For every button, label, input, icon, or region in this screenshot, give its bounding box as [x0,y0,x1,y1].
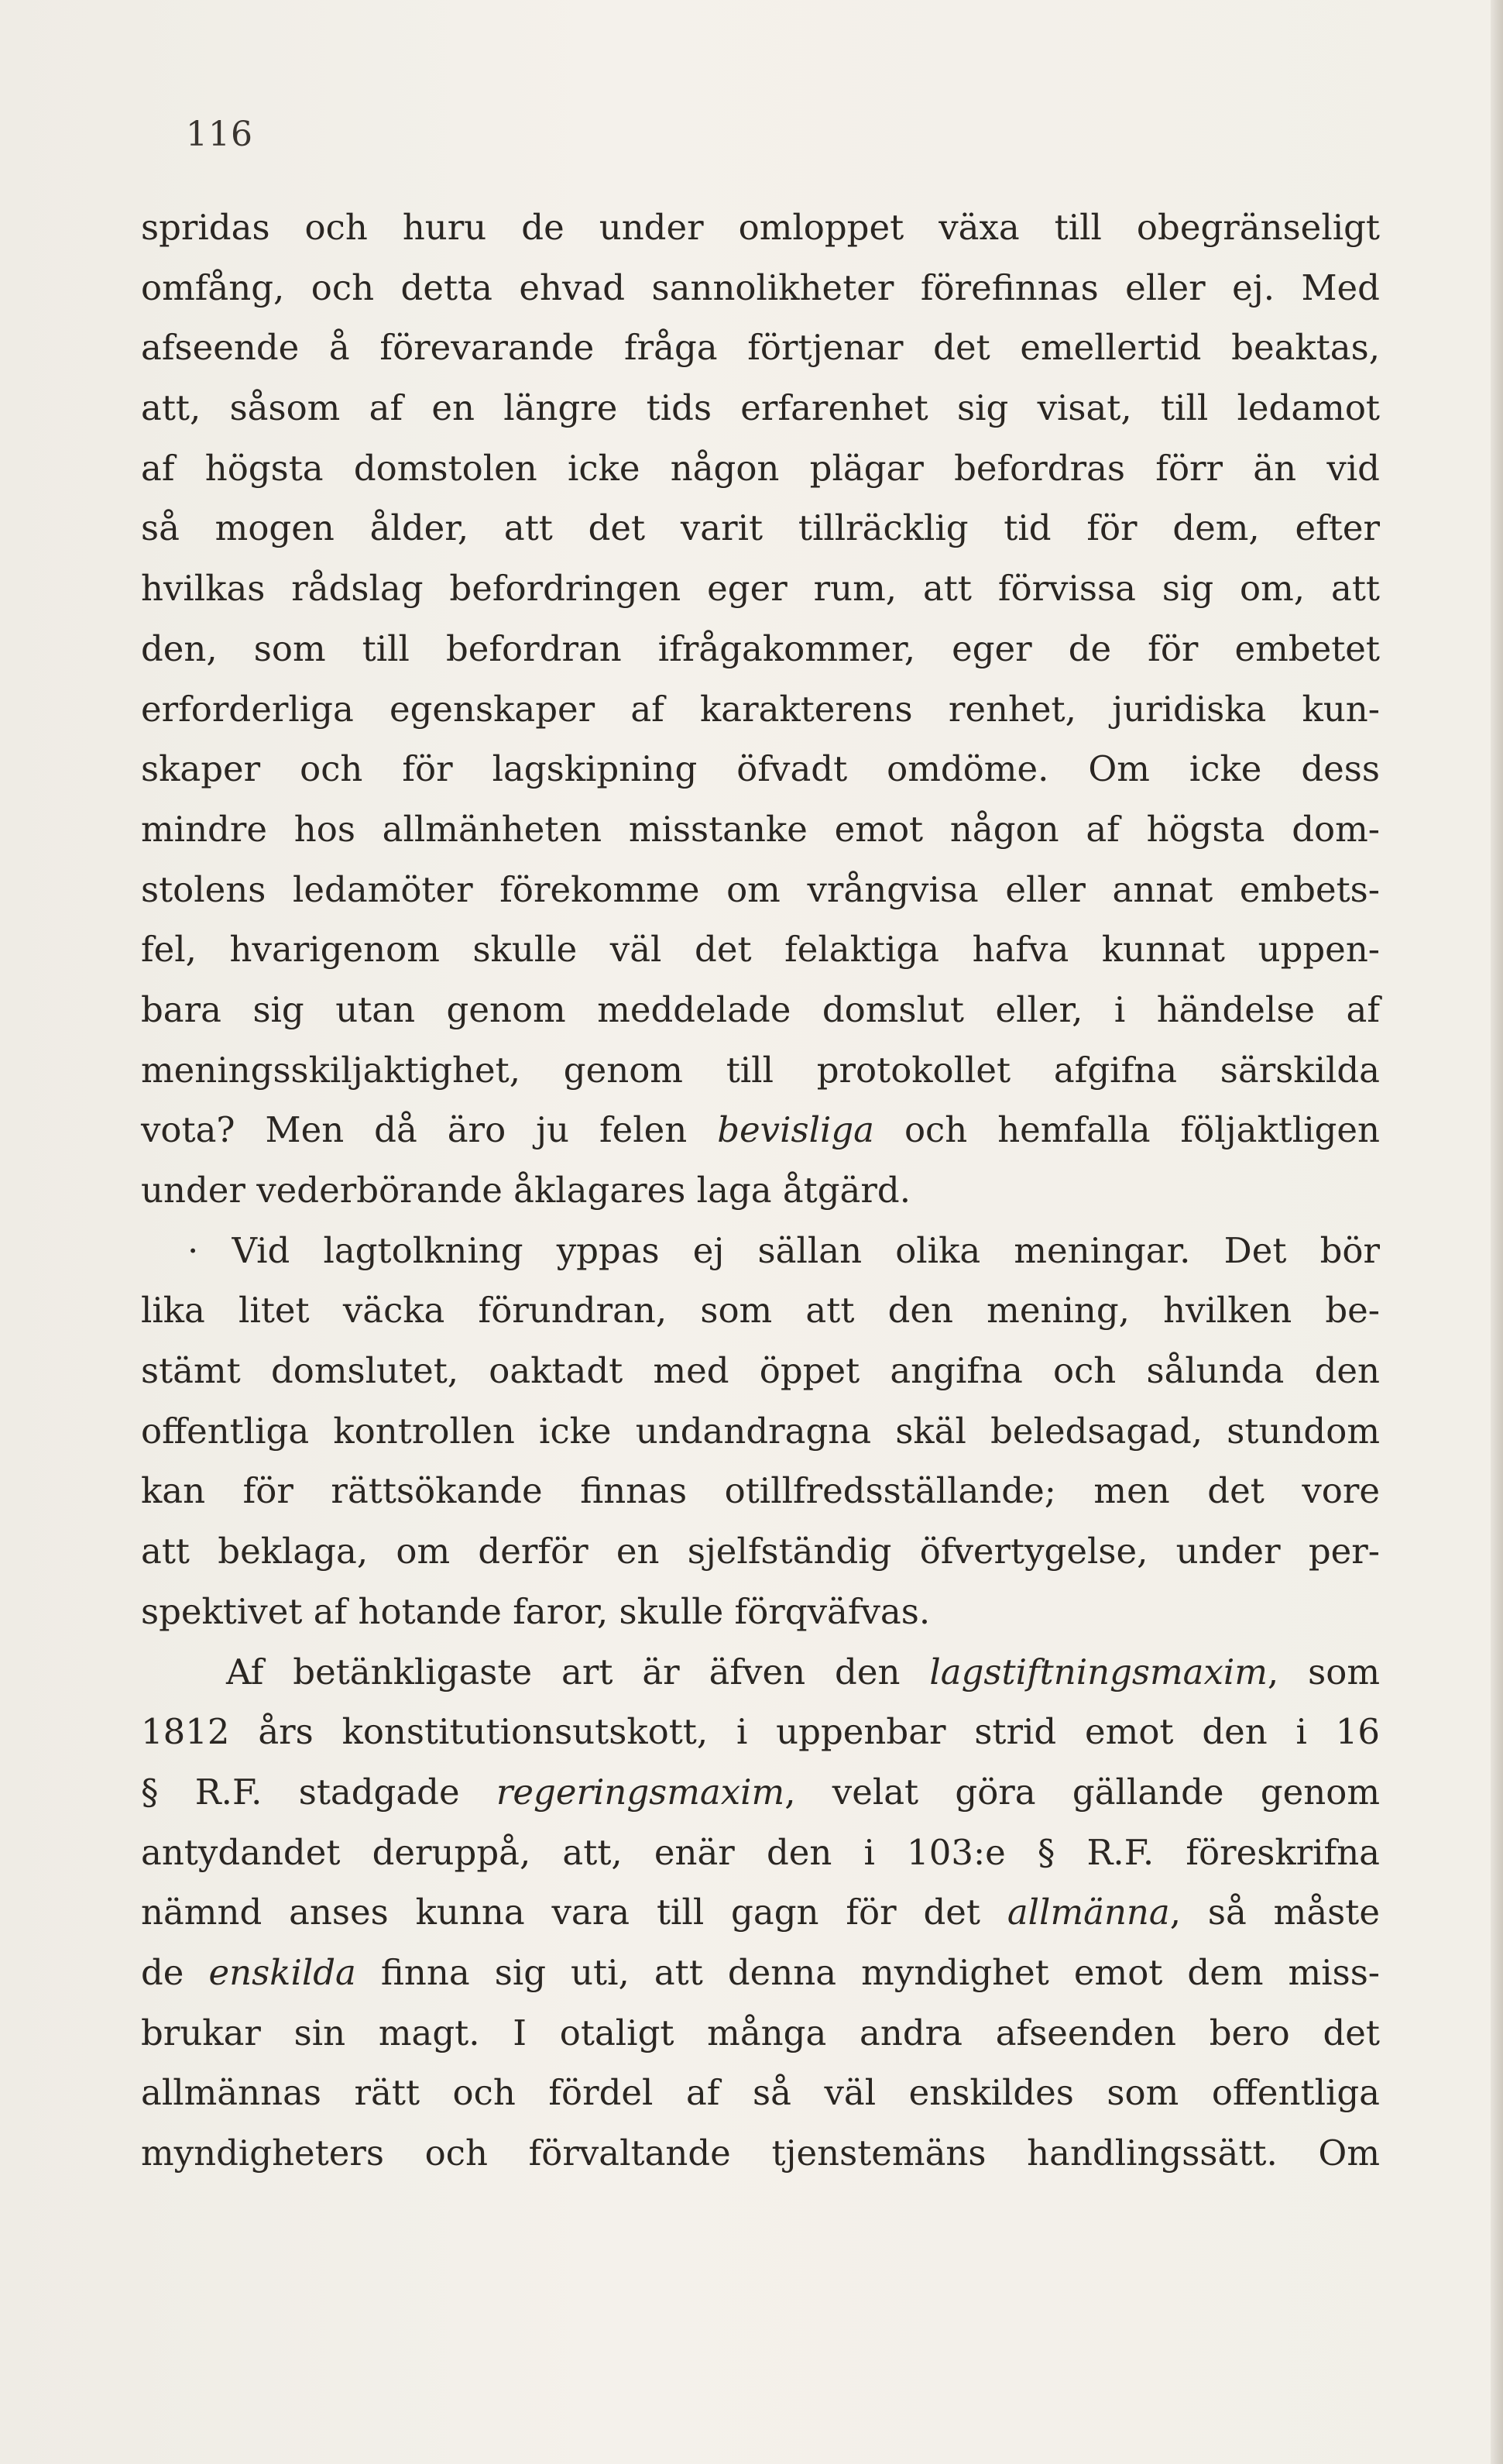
text-segment: § R.F. stadgade [141,1771,496,1813]
text-line: mindre hos allmänheten misstanke emot någon af högsta dom- [141,808,1380,850]
text-line: meningsskiljaktighet, genom till protokollet afgifna särskilda [141,1049,1380,1091]
text-line: stämt domslutet, oaktadt med öppet angifna och sålunda den [141,1350,1380,1392]
text-segment: , så måste [1169,1892,1380,1933]
text-line: erforderliga egenskaper af karakterens renhet, juridiska kun- [141,688,1380,730]
text-line: den, som till befordran ifrågakommer, eger de för embetet [141,627,1380,669]
text-line: offentliga kontrollen icke undandragna skäl beledsagad, stundom [141,1410,1380,1452]
text-line: stolens ledamöter förekomme om vrångvisa eller annat embets- [141,868,1380,910]
text-line: brukar sin magt. I otaligt många andra afseenden bero det [141,2012,1380,2053]
text-line: hvilkas rådslag befordringen eger rum, att förvissa sig om, att [141,568,1380,610]
text-segment: och hemfalla följaktligen [874,1109,1380,1151]
text-line: att, såsom af en längre tids erfarenhet sig visat, till ledamot [141,387,1380,429]
text-line: skaper och för lagskipning öfvadt omdöme. Om icke dess [141,748,1380,790]
text-line [141,1100,1380,1160]
text-line: under vederbörande åklagares laga åtgärd. [141,1170,911,1211]
text-segment: de [141,1951,209,1993]
text-segment: finna sig uti, att denna myndighet emot dem miss- [355,1951,1380,1993]
text-line [141,1882,1380,1943]
page-number: 116 [186,115,253,154]
italic-term: allmänna [1007,1892,1170,1933]
text-line [141,1762,1380,1823]
text-line: fel, hvarigenom skulle väl det felaktiga hafva kunnat uppen- [141,929,1380,971]
text-line: antydandet deruppå, att, enär den i 103:e § R.F. föreskrifna [141,1831,1380,1873]
text-line: kan för rättsökande finnas otillfredsställande; men det vore [141,1470,1380,1512]
text-line: spektivet af hotande faror, skulle förqväfvas. [141,1590,931,1632]
italic-term: bevisliga [717,1109,875,1151]
text-segment: vota? Men då äro ju felen [141,1109,718,1151]
text-line: allmännas rätt och fördel af så väl enskildes som offentliga [141,2072,1380,2114]
body-text [141,198,1380,2184]
text-line: afseende å förevarande fråga förtjenar det emellertid beaktas, [141,327,1380,369]
text-line: så mogen ålder, att det varit tillräcklig tid för dem, efter [141,507,1380,549]
text-line: spridas och huru de under omloppet växa till obegränseligt [141,207,1380,248]
text-line: · Vid lagtolkning yppas ej sällan olika meningar. Det bör [187,1229,1380,1271]
page-edge [1491,0,1503,2464]
text-line [141,1943,1380,2003]
text-line: omfång, och detta ehvad sannolikheter förefinnas eller ej. Med [141,266,1380,308]
text-line: bara sig utan genom meddelade domslut eller, i händelse af [141,988,1380,1030]
italic-term: lagstiftningsmaxim [929,1651,1268,1692]
text-segment: , som [1267,1651,1380,1692]
text-segment: , velat göra gällande genom [784,1771,1381,1813]
italic-term: enskilda [208,1951,356,1993]
text-line: myndigheters och förvaltande tjenstemäns handlingssätt. Om [141,2132,1380,2174]
text-line: af högsta domstolen icke någon plägar befordras förr än vid [141,447,1380,489]
text-segment: nämnd anses kunna vara till gagn för det [141,1892,1007,1933]
italic-term: regeringsmaxim [496,1771,785,1813]
text-line [141,1642,1380,1703]
text-line: lika litet väcka förundran, som att den mening, hvilken be- [141,1290,1380,1332]
text-line: 1812 års konstitutionsutskott, i uppenbar strid emot den i 16 [141,1711,1380,1753]
text-line: att beklaga, om derför en sjelfständig öfvertygelse, under per- [141,1531,1380,1572]
text-segment: Af betänkligaste art är äfven den [226,1651,930,1692]
